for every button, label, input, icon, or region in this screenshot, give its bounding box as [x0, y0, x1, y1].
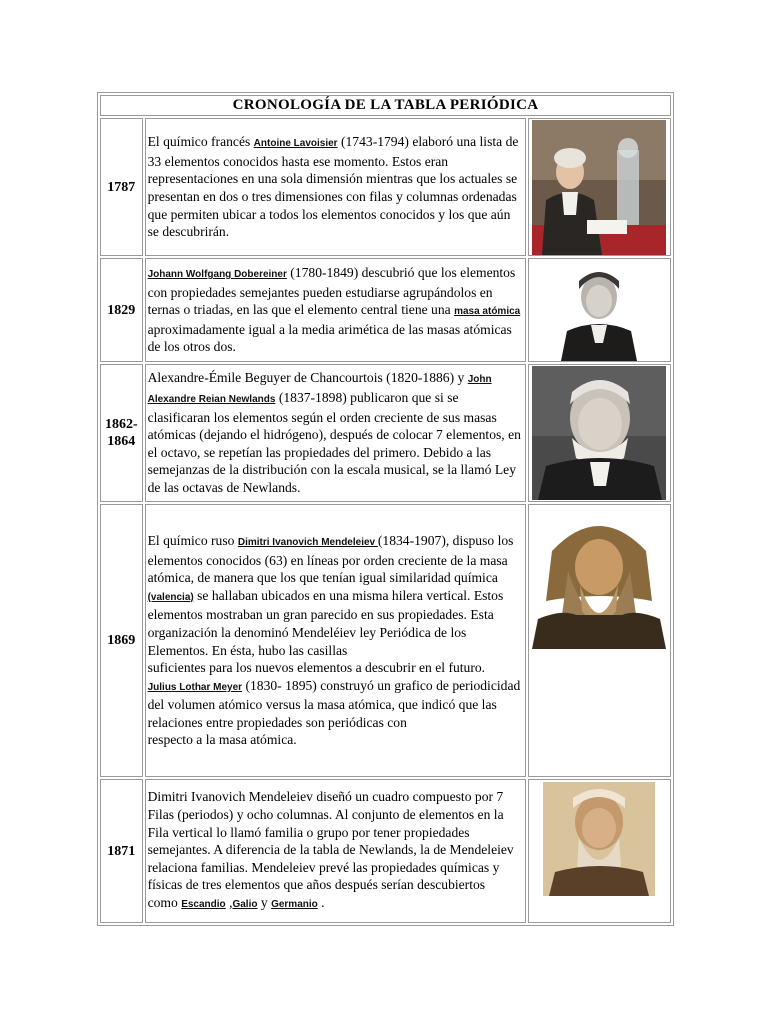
text-segment: aproximadamente igual a la media arimética de las masas atómicas de los otros dos.	[147, 321, 512, 355]
text-segment: suficientes para los nuevos elementos a descubrir en el futuro.	[147, 660, 486, 676]
text-segment: como	[147, 894, 182, 910]
table-row	[100, 779, 671, 923]
link-galio[interactable]: Galio	[232, 898, 258, 910]
text-segment: se hallaban ubicados en una misma hilera vertical. Estos elementos mostraban un gran parecido en sus propiedades. Esta organización la denominó Mendeléiev ley Periódica de los Elementos. En ésta, hubo las casillas	[147, 587, 504, 658]
link-lavoisier[interactable]: Antoine Lavoisier	[253, 138, 338, 150]
text-segment: (1743-1794) elaboró una lista de 33 elementos conocidos hasta ese momento. Estos eran representaciones en una sola dimensión mientras que los actuales se presentan en dos o tres dimensiones con filas y columnas ordenadas que permiten ubicar a todos los elementos conocidos y los que aún se descubrirán.	[147, 134, 519, 240]
text-segment: (1837-1898) publicaron que si se clasificaran los elementos según el orden creciente de sus masas atómicas (dejando el hidrógeno), después de colocar 7 elementos, en el octavo, se repetían las propiedades del primero. Debido a las semejanzas de la distribución con la escala musical, se la llamó Ley de las octavas de Newlands.	[147, 390, 521, 495]
portrait-newlands	[532, 366, 666, 500]
description-cell	[145, 364, 526, 502]
link-valencia[interactable]: (valencia)	[147, 591, 194, 603]
portrait-lavoisier	[532, 120, 666, 255]
portrait-dobereiner	[549, 259, 649, 361]
image-cell	[528, 118, 671, 256]
portrait-mendeleiev	[532, 511, 666, 649]
year-cell: 1869	[100, 504, 143, 777]
year-cell: 1787	[100, 118, 143, 256]
portrait-mendeleiev-older	[543, 782, 655, 896]
link-germanio[interactable]: Germanio	[271, 898, 318, 910]
link-mendeleiev[interactable]: Dimitri Ivanovich Mendeleiev	[237, 536, 378, 548]
table-row	[100, 364, 671, 502]
text-segment: (1830- 1895) construyó un grafico de periodicidad del volumen atómico versus la masa atómica, que indicó que las relaciones entre propiedades son periódicas con	[147, 677, 521, 730]
chronology-table	[97, 92, 674, 926]
table-row	[100, 504, 671, 777]
image-cell	[528, 258, 671, 362]
table-row	[100, 118, 671, 256]
image-cell	[528, 364, 671, 502]
year-cell: 1871	[100, 779, 143, 923]
text-segment: (1780-1849) descubrió que los elementos con propiedades semejantes pueden estudiarse agrupándolos en ternas o triadas, en las que el elemento central tiene una	[147, 265, 516, 318]
year-cell: 1829	[100, 258, 143, 362]
table-row	[100, 258, 671, 362]
text-segment: (1834-1907), dispuso los elementos conocidos (63) en líneas por orden creciente de la masa atómica, de manera que los que tenían igual similaridad química	[147, 532, 514, 586]
image-cell	[528, 504, 671, 777]
year-cell: 1862-1864	[100, 364, 143, 502]
text-segment: El químico ruso	[147, 532, 238, 548]
link-dobereiner[interactable]: Johann Wolfgang Dobereiner	[147, 269, 287, 281]
text-segment: Alexandre-Émile Beguyer de Chancourtois (1820-1886) y	[147, 370, 468, 386]
text-segment: ,	[225, 894, 233, 910]
text-segment: y	[257, 894, 272, 910]
link-masa-atomica[interactable]: masa atómica	[454, 306, 521, 318]
text-segment: .	[317, 894, 325, 910]
text-segment: Dimitri Ivanovich Mendeleiev diseñó un cuadro compuesto por 7 Filas (periodos) y ocho columnas. Al conjunto de elementos en la Fila vertical lo llamó familia o grupo por tener propiedades semejantes. A diferencia de la tabla de Newlands, la de Mendeleiev relaciona familias. Mendeleiev prevé las propiedades químicas y físicas de tres elementos que años después serían descubiertos	[147, 789, 514, 893]
table-title: CRONOLOGÍA DE LA TABLA PERIÓDICA	[100, 95, 671, 116]
text-segment: El químico francés	[147, 134, 254, 150]
text-segment: respecto a la masa atómica.	[147, 732, 297, 748]
image-cell	[528, 779, 671, 923]
link-lothar-meyer[interactable]: Julius Lothar Meyer	[147, 681, 243, 693]
description-cell	[145, 118, 526, 256]
description-cell	[145, 504, 526, 777]
description-cell	[145, 779, 526, 923]
link-escandio[interactable]: Escandio	[181, 898, 226, 910]
link-newlands[interactable]: John Alexandre Reian Newlands	[147, 374, 492, 406]
description-cell	[145, 258, 526, 362]
